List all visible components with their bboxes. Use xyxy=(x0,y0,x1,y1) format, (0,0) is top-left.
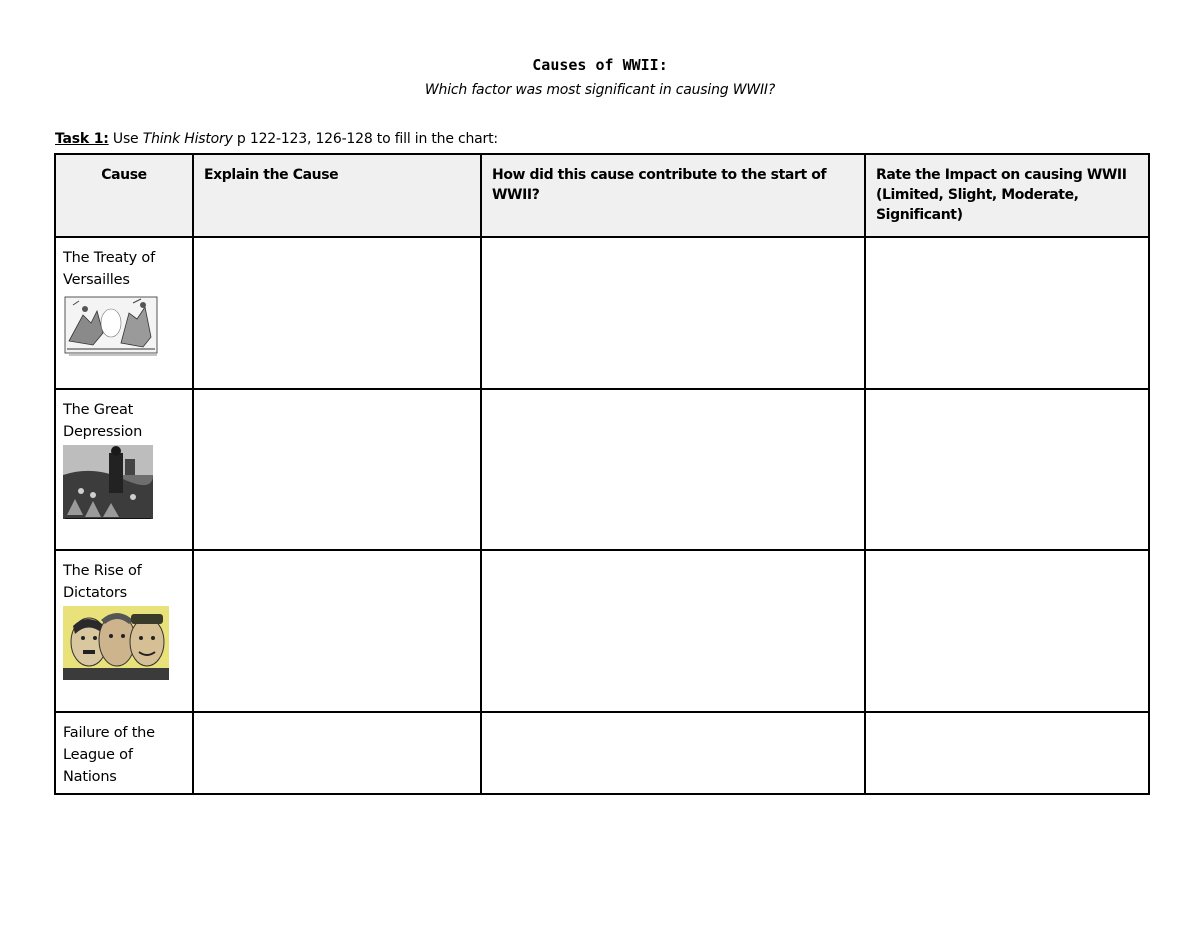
cause-cell xyxy=(55,550,193,712)
cause-cell xyxy=(55,237,193,389)
rate-cell[interactable] xyxy=(865,550,1149,712)
depression-photo-image xyxy=(63,445,153,519)
task-prefix: Use xyxy=(108,131,143,147)
rate-cell[interactable] xyxy=(865,712,1149,794)
header-row xyxy=(55,154,1149,237)
treaty-cartoon-image xyxy=(63,293,159,357)
cause-label: The Rise of Dictators xyxy=(63,563,142,601)
explain-cell[interactable] xyxy=(193,712,481,794)
page-title: Causes of WWII: xyxy=(532,56,668,74)
header-cause: Cause xyxy=(55,154,193,237)
table-row xyxy=(55,712,1149,794)
task-instruction xyxy=(55,131,498,147)
contribute-cell[interactable] xyxy=(481,237,865,389)
dictators-caricature-image xyxy=(63,606,169,680)
table-row xyxy=(55,237,1149,389)
task-suffix: p 122-123, 126-128 to fill in the chart: xyxy=(232,131,498,147)
contribute-cell[interactable] xyxy=(481,712,865,794)
page-subtitle: Which factor was most significant in causing WWII? xyxy=(424,82,776,98)
explain-cell[interactable] xyxy=(193,389,481,550)
table-row xyxy=(55,389,1149,550)
cause-label: Failure of the League of Nations xyxy=(63,725,155,785)
cause-cell xyxy=(55,712,193,794)
causes-chart xyxy=(54,153,1150,795)
task-book-title: Think History xyxy=(142,131,233,147)
contribute-cell[interactable] xyxy=(481,389,865,550)
rate-cell[interactable] xyxy=(865,389,1149,550)
cause-cell xyxy=(55,389,193,550)
rate-cell[interactable] xyxy=(865,237,1149,389)
header-rate: Rate the Impact on causing WWII (Limited, Slight, Moderate, Significant) xyxy=(865,154,1149,237)
table-row xyxy=(55,550,1149,712)
contribute-cell[interactable] xyxy=(481,550,865,712)
cause-label: The Great Depression xyxy=(63,402,143,440)
task-label: Task 1: xyxy=(55,131,109,147)
header-explain: Explain the Cause xyxy=(193,154,481,237)
explain-cell[interactable] xyxy=(193,550,481,712)
explain-cell[interactable] xyxy=(193,237,481,389)
cause-label: The Treaty of Versailles xyxy=(63,250,156,288)
header-contribute: How did this cause contribute to the start of WWII? xyxy=(481,154,865,237)
